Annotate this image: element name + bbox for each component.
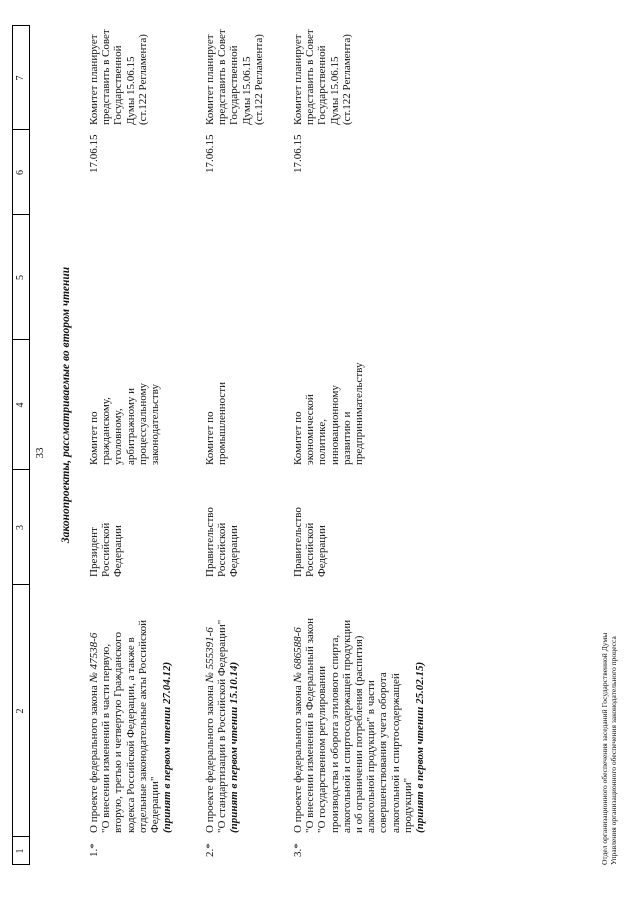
column-number: 7: [15, 75, 26, 81]
bill-prefix: О проекте федерального закона: [204, 685, 216, 833]
footer-line: Отдел организационного обеспечения заседаний Государственной Думы: [600, 632, 609, 865]
initiator-line: Российской: [216, 522, 229, 577]
bill-title: [204, 597, 241, 833]
committee-line: Комитет по: [88, 411, 100, 465]
footer-line: Управления организационного обеспечения законодательного процесса: [609, 636, 618, 865]
committee-line: процессуальному: [136, 382, 149, 465]
committee-line: Комитет по: [204, 411, 216, 465]
bill-prefix: О проекте федерального закона: [292, 685, 304, 833]
committee-line: промышленности: [216, 382, 229, 465]
bill-title-line: алкогольной и спиртосодержащей: [389, 673, 402, 833]
initiator-line: Правительство: [204, 507, 216, 577]
bill-title: [88, 597, 173, 833]
note-line: Государственной: [112, 45, 125, 125]
responsible-committee: [292, 353, 365, 465]
bill-number: № 686588-6: [292, 627, 304, 683]
bill-title-line: совершенствования учета оборота: [377, 672, 390, 833]
responsible-committee: [88, 353, 161, 465]
first-reading-label: (принят в первом чтении 25.02.15): [414, 661, 427, 833]
footer-department: [600, 633, 618, 865]
note-line: Думы 15.06.15: [328, 56, 341, 125]
committee-note: [204, 25, 265, 125]
bill-title-line: производства и оборота этилового спирта,: [328, 634, 341, 833]
initiator-line: Российской: [304, 522, 317, 577]
note-line: Государственной: [316, 45, 329, 125]
note-line: Комитет планирует: [204, 34, 216, 125]
bill-title-line: "О стандартизации в Российской Федерации": [216, 619, 229, 833]
initiator-line: Российской: [100, 522, 113, 577]
bill-title-line: Федерации": [149, 776, 162, 833]
row-number: 2.*: [204, 843, 216, 857]
bill-prefix: О проекте федерального закона: [88, 685, 100, 833]
bill-number: № 555391-6: [204, 627, 216, 683]
committee-note: [292, 25, 353, 125]
committee-line: арбитражному и: [124, 387, 137, 465]
column-number: 6: [15, 170, 26, 175]
bill-title-line: алкогольной продукции" в части: [365, 680, 378, 833]
initiator: [292, 487, 329, 577]
review-date: 17.06.15: [292, 134, 304, 173]
bill-number: № 47538-6: [88, 632, 100, 683]
note-line: представить в Совет: [100, 29, 113, 125]
column-number: 3: [15, 525, 26, 530]
committee-note: [88, 25, 149, 125]
bill-title-line: кодекса Российской Федерации, а также в: [124, 637, 137, 833]
review-date: 17.06.15: [88, 134, 100, 173]
note-line: Думы 15.06.15: [240, 56, 253, 125]
note-line: Государственной: [228, 45, 241, 125]
column-number: 5: [15, 275, 26, 280]
committee-line: экономической: [304, 394, 317, 465]
bill-title-line: "О государственном регулировании: [316, 665, 329, 833]
initiator-line: Федерации: [316, 525, 329, 577]
note-line: представить в Совет: [216, 29, 229, 125]
bill-title-line: и об ограничении потребления (распития): [353, 635, 366, 833]
initiator: [88, 487, 125, 577]
initiator-line: Правительство: [292, 507, 304, 577]
note-line: Комитет планирует: [292, 34, 304, 125]
bill-title-line: вторую, третью и четвертую Гражданского: [112, 631, 125, 833]
bill-title-line: "О внесении изменений в части первую,: [100, 643, 113, 833]
column-number: 4: [15, 402, 26, 408]
initiator-line: Федерации: [228, 525, 241, 577]
committee-line: развитию и: [340, 411, 353, 465]
bill-title: [292, 597, 426, 833]
column-number: 1: [15, 848, 26, 854]
committee-line: политике,: [316, 418, 329, 465]
note-line: Комитет планирует: [88, 34, 100, 125]
committee-line: гражданскому,: [100, 397, 113, 465]
page-number: 33: [34, 447, 46, 459]
bill-title-line: алкогольной и спиртосодержащей продукции: [340, 619, 353, 833]
responsible-committee: [204, 353, 228, 465]
note-line: (ст.122 Регламента): [340, 34, 353, 125]
row-number: 1.*: [88, 843, 100, 857]
bill-title-line: "О внесении изменений в Федеральный закон: [304, 618, 317, 833]
committee-line: предпринимательству: [353, 362, 366, 465]
note-line: представить в Совет: [304, 29, 317, 125]
first-reading-label: (принят в первом чтении 27.04.12): [161, 661, 174, 833]
first-reading-label: (принят в первом чтении 15.10.14): [228, 661, 241, 833]
initiator-line: Федерации: [112, 525, 125, 577]
committee-line: законодательству: [149, 384, 162, 465]
note-line: (ст.122 Регламента): [252, 34, 265, 125]
initiator-line: Президент: [88, 527, 100, 577]
committee-line: Комитет по: [292, 411, 304, 465]
row-number: 3.*: [292, 843, 304, 857]
committee-line: инновационному: [328, 385, 341, 465]
column-number: 2: [15, 708, 26, 714]
note-line: (ст.122 Регламента): [136, 34, 149, 125]
bill-title-line: продукции": [401, 777, 414, 833]
committee-line: уголовному,: [112, 408, 125, 465]
bill-title-line: отдельные законодательные акты Российской: [136, 619, 149, 833]
column-number-header: [12, 25, 30, 865]
section-title: Законопроекты, рассматриваемые во втором чтении: [60, 266, 72, 544]
review-date: 17.06.15: [204, 134, 216, 173]
note-line: Думы 15.06.15: [124, 56, 137, 125]
initiator: [204, 487, 241, 577]
